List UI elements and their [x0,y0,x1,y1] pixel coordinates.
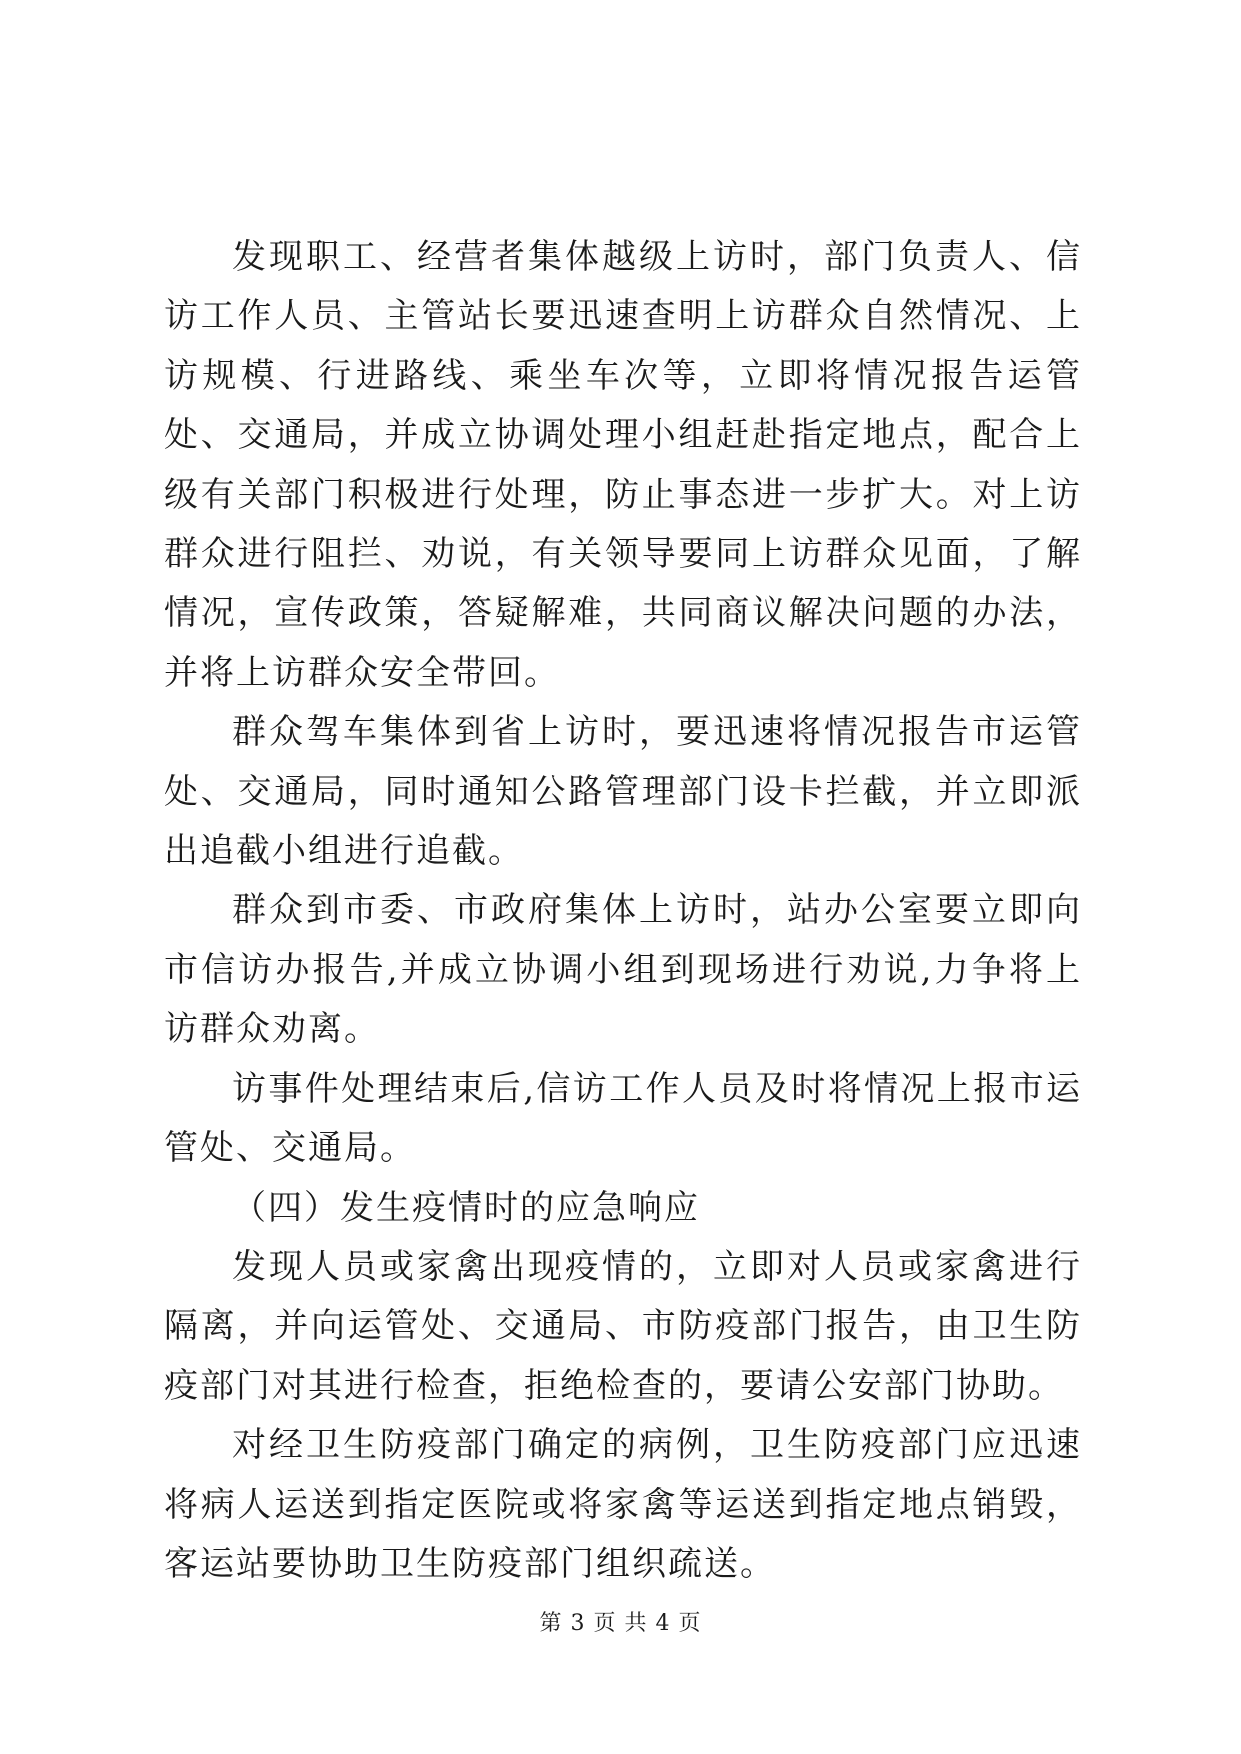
section-heading-epidemic: （四）发生疫情时的应急响应 [232,1187,700,1228]
paragraph-confirmed-cases: 对经卫生防疫部门确定的病例，卫生防疫部门应迅速将病人运送到指定医院或将家禽等运送到指定地点销毁，客运站要协助卫生防疫部门组织疏送。 [164,1425,1082,1584]
paragraph-city-government-petition: 群众到市委、市政府集体上访时，站办公室要立即向市信访办报告,并成立协调小组到现场进行劝说,力争将上访群众劝离。 [164,890,1082,1050]
page-number-footer: 第 3 页 共 4 页 [539,1611,702,1636]
document-body [164,228,1082,1594]
paragraph-epidemic-isolation: 发现人员或家禽出现疫情的，立即对人员或家禽进行隔离，并向运管处、交通局、市防疫部门报告，由卫生防疫部门对其进行检查，拒绝检查的，要请公安部门协助。 [164,1246,1082,1406]
paragraph-collective-petition: 发现职工、经营者集体越级上访时，部门负责人、信访工作人员、主管站长要迅速查明上访群众自然情况、上访规模、行进路线、乘坐车次等，立即将情况报告运管处、交通局，并成立协调处理小组赶赴指定地点，配合上级有关部门积极进行处理，防止事态进一步扩大。对上访群众进行阻拦、劝说，有关领导要同上访群众见面，了解情况，宣传政策，答疑解难，共同商议解决问题的办法，并将上访群众安全带回。 [164,237,1082,693]
paragraph-after-petition: 访事件处理结束后,信访工作人员及时将情况上报市运管处、交通局。 [164,1068,1082,1169]
paragraph-driving-to-province: 群众驾车集体到省上访时，要迅速将情况报告市运管处、交通局，同时通知公路管理部门设卡拦截，并立即派出追截小组进行追截。 [164,712,1082,872]
